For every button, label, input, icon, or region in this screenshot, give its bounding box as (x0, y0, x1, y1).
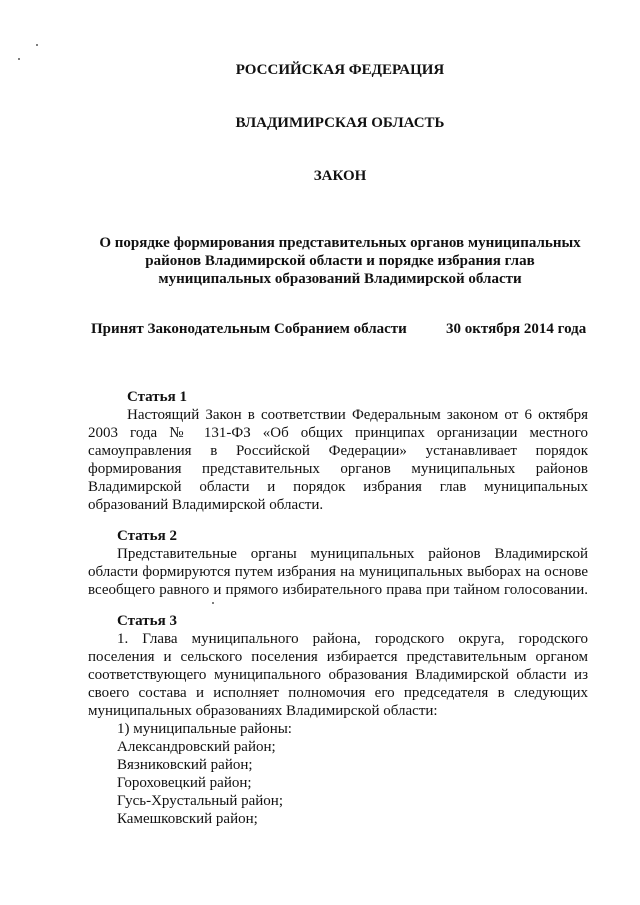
article-heading: Статья 3 (117, 613, 177, 629)
list-item: Гусь-Хрустальный район; (117, 793, 284, 809)
article-text-line: соответствующего муниципального образования Владимирской области из (88, 667, 588, 683)
list-item: Александровский район; (117, 739, 276, 755)
article-text-line: муниципальных образованиях Владимирской области: (88, 703, 438, 719)
article-text-line: поселения и сельского поселения избирается представительным органом (88, 649, 588, 665)
list-item: Гороховецкий район; (117, 775, 252, 791)
scan-speck (212, 602, 214, 604)
article-text-line: формирования представительных органов муниципальных районов (88, 461, 588, 477)
list-item: Камешковский район; (117, 811, 258, 827)
article-text-line: всеобщего равного и прямого избирательного права при тайном голосовании. (88, 582, 588, 598)
article-text-line: 2003 года № 131-ФЗ «Об общих принципах организации местного (88, 425, 588, 441)
scan-speck (18, 58, 20, 60)
adopted-date-text: 30 октября 2014 года (446, 321, 587, 337)
article-text-line: 1. Глава муниципального района, городского округа, городского (117, 631, 588, 647)
article-text-line: Представительные органы муниципальных районов Владимирской (117, 546, 588, 562)
article-heading: Статья 1 (127, 389, 187, 405)
country-heading: РОССИЙСКАЯ ФЕДЕРАЦИЯ (235, 62, 445, 78)
scan-speck (36, 44, 38, 46)
list-item: Вязниковский район; (117, 757, 253, 773)
article-heading: Статья 2 (117, 528, 177, 544)
article-text-line: образований Владимирской области. (88, 497, 324, 513)
region-heading: ВЛАДИМИРСКАЯ ОБЛАСТЬ (235, 115, 445, 131)
document-type-heading: ЗАКОН (313, 168, 367, 184)
adopted-by-text: Принят Законодательным Собранием области (91, 321, 407, 337)
article-text-line: области формируются путем избрания на муниципальных выборах на основе (88, 564, 588, 580)
article-text-line: Настоящий Закон в соответствии Федеральным законом от 6 октября (127, 407, 588, 423)
article-text-line: своего состава и исполняет полномочия его председателя в следующих (88, 685, 588, 701)
article-text-line: самоуправления в Российской Федерации» устанавливает порядок (88, 443, 588, 459)
law-title-line: О порядке формирования представительных органов муниципальных (99, 235, 581, 251)
article-text-line: Владимирской области и порядок избрания глав муниципальных (88, 479, 588, 495)
list-item: 1) муниципальные районы: (117, 721, 292, 737)
law-title-line: районов Владимирской области и порядке избрания глав (145, 253, 535, 269)
law-title-line: муниципальных образований Владимирской области (158, 271, 522, 287)
